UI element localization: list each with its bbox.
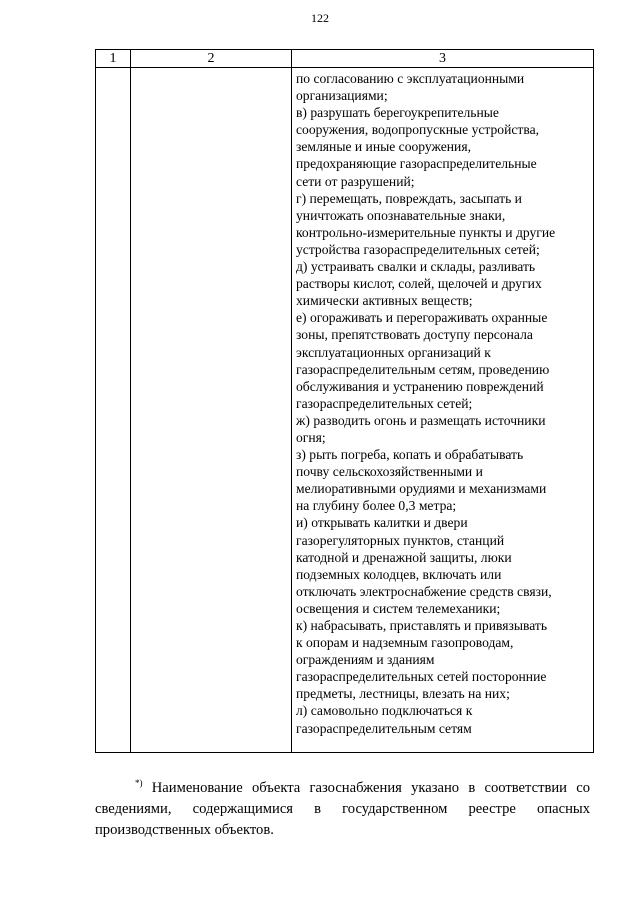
cell-text-line: на глубину более 0,3 метра; <box>296 498 457 514</box>
cell-text-line: г) перемещать, повреждать, засыпать и <box>296 190 522 206</box>
cell-text-line: сети от разрушений; <box>296 173 415 189</box>
cell-text-line: огня; <box>296 429 326 445</box>
footnote-line: сведениями, содержащимися в государственном реестре опасных <box>95 801 590 817</box>
cell-text-line: химически активных веществ; <box>296 293 473 309</box>
footnote-line <box>95 773 590 799</box>
cell-text-line: ж) разводить огонь и размещать источники <box>296 412 546 428</box>
document-table <box>95 49 594 753</box>
column-header-1: 1 <box>96 50 131 68</box>
footnote-line-text: Наименование объекта газоснабжения указано в соответствии со <box>151 780 590 796</box>
cell-text-line: и) открывать калитки и двери <box>296 515 468 531</box>
cell-text-line: контрольно-измерительные пункты и другие <box>296 224 556 240</box>
cell-text-line: растворы кислот, солей, щелочей и других <box>296 276 542 292</box>
cell-text-line: отключать электроснабжение средств связи, <box>296 583 552 599</box>
footnote <box>95 773 590 841</box>
cell-text-line: сооружения, водопропускные устройства, <box>296 122 540 138</box>
cell-col1 <box>96 68 131 753</box>
cell-text-line: земляные и иные сооружения, <box>296 139 471 155</box>
cell-text-line: к опорам и надземным газопроводам, <box>296 635 514 651</box>
footnote-line: производственных объектов. <box>95 822 274 838</box>
cell-text-line: катодной и дренажной защиты, люки <box>296 549 512 565</box>
cell-text-line: освещения и систем телемеханики; <box>296 600 501 616</box>
cell-text-line: эксплуатационных организаций к <box>296 344 491 360</box>
cell-col3 <box>292 68 594 753</box>
page-number: 122 <box>311 11 329 25</box>
cell-text-line: газораспределительных сетей посторонние <box>296 669 547 685</box>
cell-text-line: ограждениям и зданиям <box>296 652 435 668</box>
cell-text-line: газорегуляторных пунктов, станций <box>296 532 505 548</box>
cell-text-line: устройства газораспределительных сетей; <box>296 241 540 257</box>
cell-text-line: предметы, лестницы, влезать на них; <box>296 686 510 702</box>
cell-text-line: в) разрушать берегоукрепительные <box>296 105 499 121</box>
cell-text-line: обслуживания и устранению повреждений <box>296 378 544 394</box>
cell-text-line: почву сельскохозяйственными и <box>296 464 483 480</box>
table-header-row <box>96 50 594 68</box>
column-header-2: 2 <box>131 50 292 68</box>
cell-col3-text <box>292 68 593 737</box>
footnote-marker: *) <box>135 778 143 788</box>
cell-text-line: к) набрасывать, приставлять и привязывать <box>296 618 548 633</box>
cell-text-line: по согласованию с эксплуатационными <box>296 71 525 86</box>
cell-text-line: л) самовольно подключаться к <box>296 703 473 719</box>
table-row <box>96 68 594 753</box>
cell-text-line: з) рыть погреба, копать и обрабатывать <box>296 447 524 463</box>
cell-text-line: уничтожать опознавательные знаки, <box>296 207 506 223</box>
cell-text-line: предохраняющие газораспределительные <box>296 156 537 172</box>
cell-text-line: газораспределительным сетям <box>296 720 472 736</box>
cell-col2 <box>131 68 292 753</box>
cell-text-line: мелиоративными орудиями и механизмами <box>296 481 547 497</box>
cell-text-line: зоны, препятствовать доступу персонала <box>296 327 533 343</box>
cell-text-line: газораспределительным сетям, проведению <box>296 361 550 377</box>
cell-text-line: д) устраивать свалки и склады, разливать <box>296 259 536 275</box>
column-header-3: 3 <box>292 50 594 68</box>
cell-text-line: подземных колодцев, включать или <box>296 566 502 582</box>
cell-text-line: организациями; <box>296 88 388 104</box>
cell-text-line: газораспределительных сетей; <box>296 395 473 411</box>
cell-text-line: е) огораживать и перегораживать охранные <box>296 310 548 326</box>
